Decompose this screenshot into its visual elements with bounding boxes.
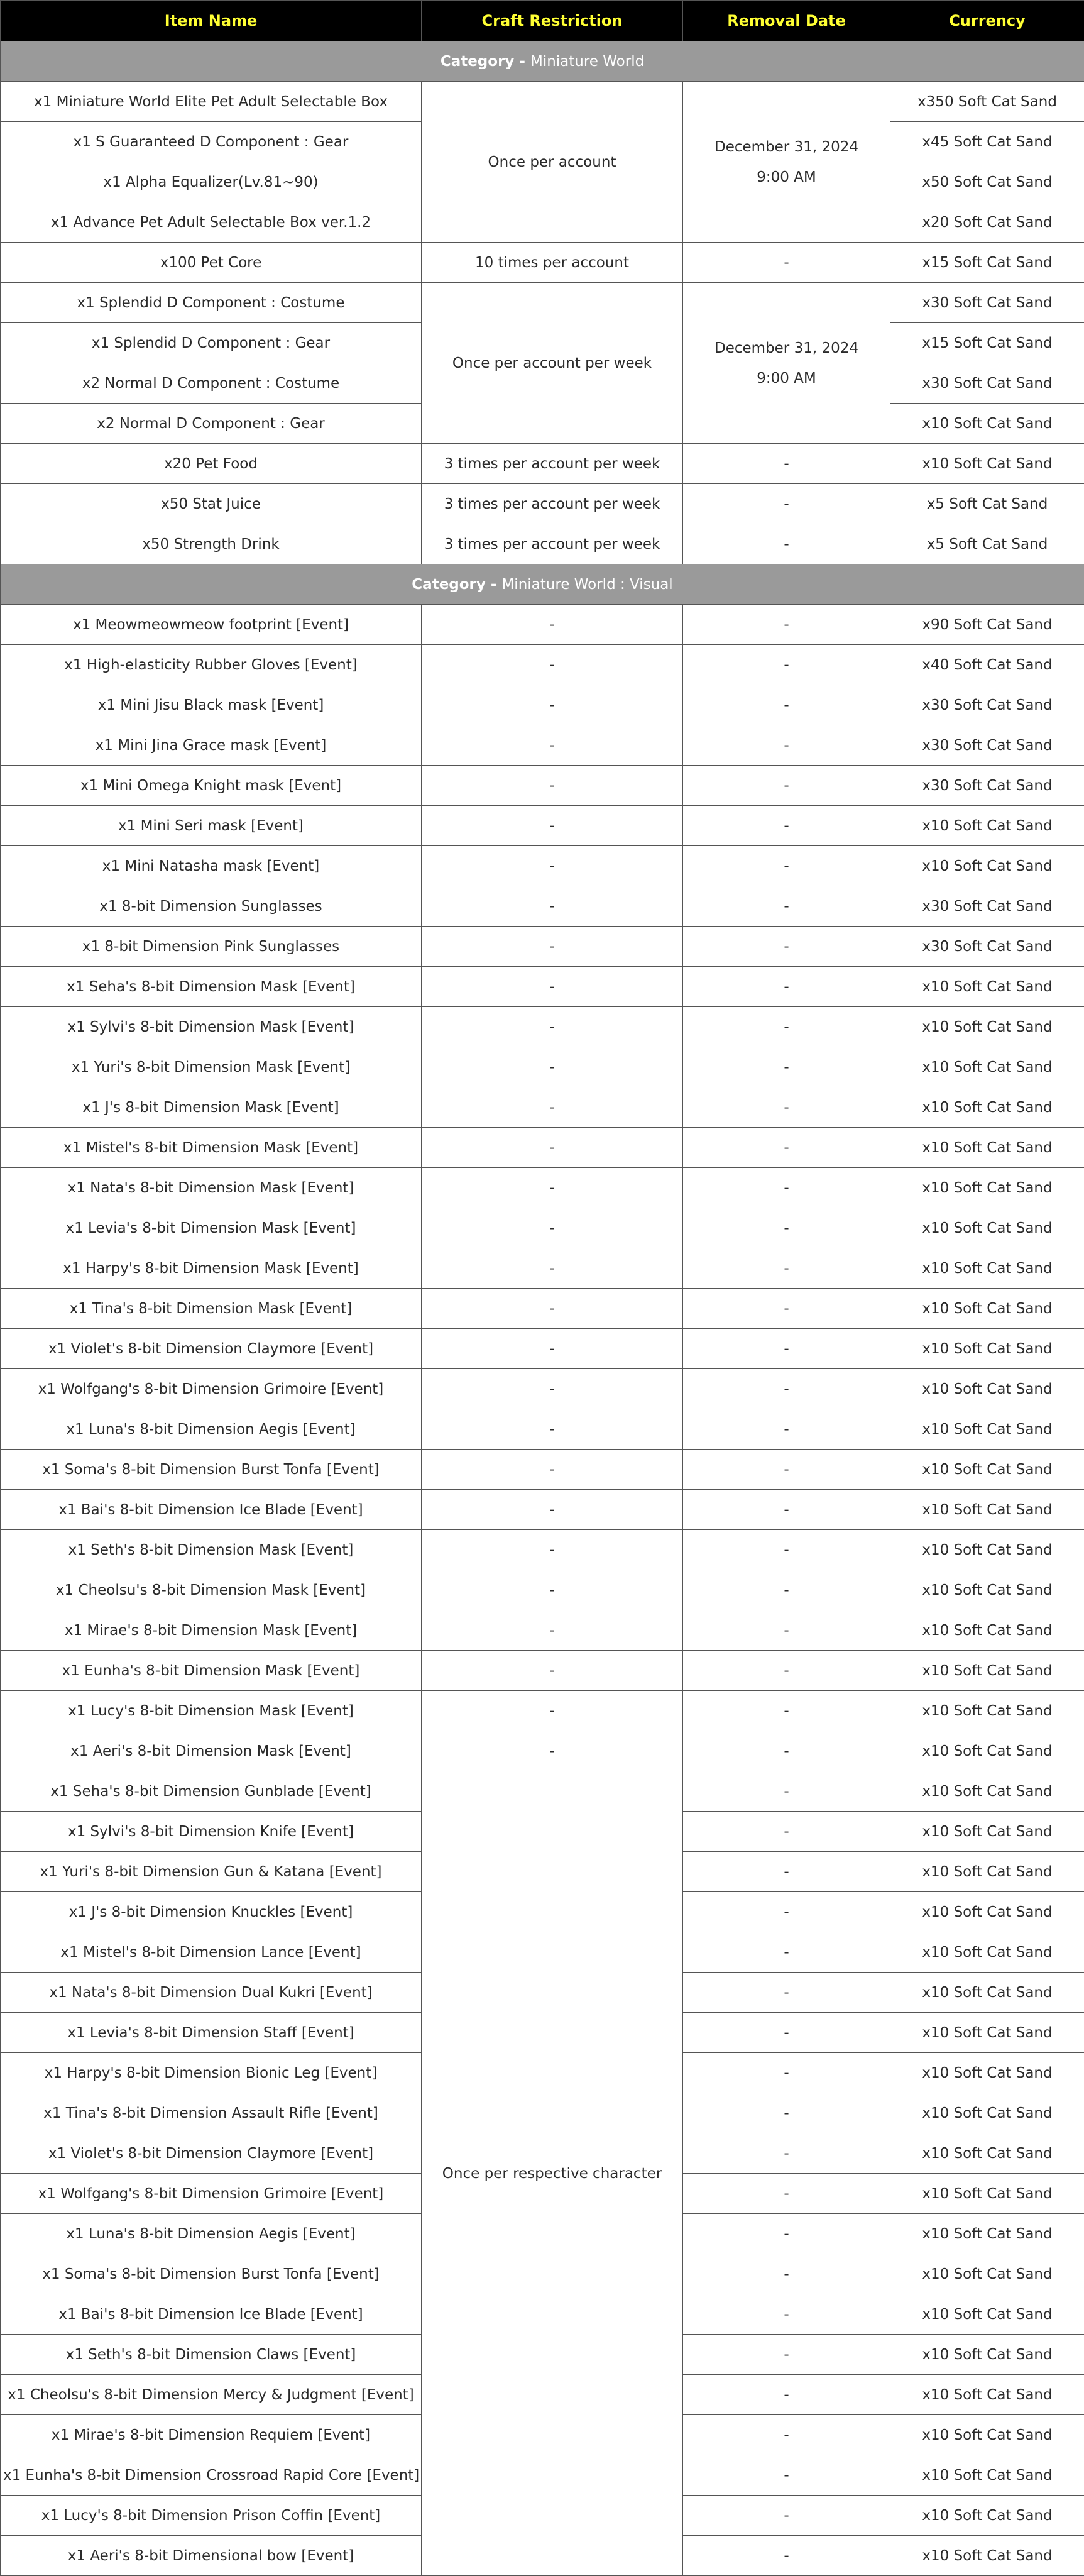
item-name-cell: x1 Mini Omega Knight mask [Event] [1,766,422,806]
removal-date-cell: - [683,605,890,645]
removal-date-cell: - [683,2335,890,2375]
item-name-cell: x1 Soma's 8-bit Dimension Burst Tonfa [Event] [1,2254,422,2294]
item-name-cell: x1 Violet's 8-bit Dimension Claymore [Event] [1,2133,422,2174]
removal-date-cell: - [683,1248,890,1289]
currency-cell: x10 Soft Cat Sand [890,1892,1084,1932]
removal-date-cell: - [683,927,890,967]
header-row [1,1,1084,41]
item-name-cell: x1 Levia's 8-bit Dimension Staff [Event] [1,2013,422,2053]
removal-date-cell: - [683,2415,890,2455]
currency-cell: x10 Soft Cat Sand [890,1691,1084,1731]
item-name-cell: x1 Harpy's 8-bit Dimension Bionic Leg [Event] [1,2053,422,2093]
currency-cell: x10 Soft Cat Sand [890,444,1084,484]
currency-cell: x10 Soft Cat Sand [890,1007,1084,1047]
table-row [1,1047,1084,1087]
removal-date-cell: - [683,1610,890,1651]
header-item-name: Item Name [1,1,422,41]
currency-cell: x5 Soft Cat Sand [890,524,1084,564]
craft-restriction-cell: - [422,1409,683,1450]
currency-cell: x10 Soft Cat Sand [890,1208,1084,1248]
removal-date-cell: - [683,645,890,685]
removal-date: December 31, 2024 [686,333,887,363]
table-row [1,1289,1084,1329]
table-row [1,444,1084,484]
item-name-cell: x100 Pet Core [1,243,422,283]
removal-date-cell: - [683,1490,890,1530]
currency-cell: x10 Soft Cat Sand [890,1128,1084,1168]
category-row [1,41,1084,82]
removal-date-cell: - [683,1530,890,1570]
removal-date-cell: - [683,1651,890,1691]
craft-restriction-cell: - [422,1208,683,1248]
table-row [1,806,1084,846]
item-name-cell: x1 Splendid D Component : Gear [1,323,422,363]
table-row [1,1731,1084,1771]
table-row [1,1570,1084,1610]
item-name-cell: x1 Advance Pet Adult Selectable Box ver.1.2 [1,202,422,243]
table-row [1,1208,1084,1248]
currency-cell: x10 Soft Cat Sand [890,2214,1084,2254]
craft-restriction-cell: 3 times per account per week [422,524,683,564]
table-row [1,1651,1084,1691]
item-name-cell: x1 Bai's 8-bit Dimension Ice Blade [Event] [1,2294,422,2335]
item-name-cell: x1 Harpy's 8-bit Dimension Mask [Event] [1,1248,422,1289]
removal-date-cell: - [683,967,890,1007]
craft-restriction-cell: - [422,725,683,766]
currency-cell: x10 Soft Cat Sand [890,404,1084,444]
table-row [1,1771,1084,1812]
removal-date-cell: - [683,1087,890,1128]
table-row [1,524,1084,564]
item-name-cell: x1 J's 8-bit Dimension Mask [Event] [1,1087,422,1128]
category-label: Category - [412,576,501,593]
removal-date-cell: - [683,1168,890,1208]
removal-date-cell: - [683,2013,890,2053]
craft-restriction-cell: 10 times per account [422,243,683,283]
removal-date-cell: - [683,685,890,725]
item-name-cell: x1 High-elasticity Rubber Gloves [Event] [1,645,422,685]
craft-restriction-cell: - [422,605,683,645]
currency-cell: x10 Soft Cat Sand [890,1852,1084,1892]
table-row [1,725,1084,766]
item-name-cell: x1 Sylvi's 8-bit Dimension Mask [Event] [1,1007,422,1047]
item-name-cell: x1 Seth's 8-bit Dimension Mask [Event] [1,1530,422,1570]
item-name-cell: x1 Mistel's 8-bit Dimension Lance [Event] [1,1932,422,1973]
item-name-cell: x1 Cheolsu's 8-bit Dimension Mercy & Judgment [Event] [1,2375,422,2415]
currency-cell: x10 Soft Cat Sand [890,1409,1084,1450]
currency-cell: x10 Soft Cat Sand [890,1812,1084,1852]
table-row [1,1530,1084,1570]
currency-cell: x10 Soft Cat Sand [890,1168,1084,1208]
category-name: Miniature World [530,53,644,70]
item-name-cell: x1 Meowmeowmeow footprint [Event] [1,605,422,645]
visual-items-body [1,605,1084,1771]
removal-date: December 31, 2024 [686,132,887,162]
item-name-cell: x20 Pet Food [1,444,422,484]
currency-cell: x10 Soft Cat Sand [890,2335,1084,2375]
removal-date-cell: - [683,1771,890,1812]
table-row [1,967,1084,1007]
category-miniature-world [1,41,1084,82]
item-name-cell: x1 Cheolsu's 8-bit Dimension Mask [Event] [1,1570,422,1610]
craft-restriction-cell: - [422,1450,683,1490]
header-craft-restriction: Craft Restriction [422,1,683,41]
currency-cell: x10 Soft Cat Sand [890,1610,1084,1651]
removal-date-cell: - [683,2053,890,2093]
item-name-cell: x50 Strength Drink [1,524,422,564]
table-row [1,846,1084,886]
craft-restriction-cell: - [422,1047,683,1087]
table-row [1,645,1084,685]
currency-cell: x10 Soft Cat Sand [890,1369,1084,1409]
craft-restriction-cell: - [422,886,683,927]
currency-cell: x20 Soft Cat Sand [890,202,1084,243]
item-name-cell: x1 Luna's 8-bit Dimension Aegis [Event] [1,2214,422,2254]
item-name-cell: x1 Mini Natasha mask [Event] [1,846,422,886]
currency-cell: x30 Soft Cat Sand [890,363,1084,404]
removal-date-cell: - [683,1812,890,1852]
item-name-cell: x1 8-bit Dimension Sunglasses [1,886,422,927]
removal-date-cell: - [683,806,890,846]
currency-cell: x10 Soft Cat Sand [890,2536,1084,2576]
item-name-cell: x1 Lucy's 8-bit Dimension Prison Coffin [Event] [1,2496,422,2536]
category-row [1,564,1084,605]
removal-date-cell: - [683,2294,890,2335]
currency-cell: x50 Soft Cat Sand [890,162,1084,202]
item-name-cell: x1 Nata's 8-bit Dimension Mask [Event] [1,1168,422,1208]
removal-date-cell: - [683,1289,890,1329]
removal-date-cell: - [683,886,890,927]
item-name-cell: x1 Wolfgang's 8-bit Dimension Grimoire [Event] [1,2174,422,2214]
craft-restriction-cell: - [422,1610,683,1651]
item-name-cell: x1 Nata's 8-bit Dimension Dual Kukri [Event] [1,1973,422,2013]
removal-date-cell: - [683,1369,890,1409]
currency-cell: x15 Soft Cat Sand [890,243,1084,283]
category-miniature-world-visual [1,564,1084,605]
item-name-cell: x1 J's 8-bit Dimension Knuckles [Event] [1,1892,422,1932]
item-name-cell: x1 Bai's 8-bit Dimension Ice Blade [Event] [1,1490,422,1530]
currency-cell: x10 Soft Cat Sand [890,2455,1084,2496]
removal-date-cell: - [683,2496,890,2536]
removal-date-cell: - [683,2093,890,2133]
currency-cell: x10 Soft Cat Sand [890,2174,1084,2214]
category-name: Miniature World : Visual [501,576,672,593]
table-row [1,82,1084,122]
item-name-cell: x1 Miniature World Elite Pet Adult Selectable Box [1,82,422,122]
table-row [1,283,1084,323]
craft-restriction-cell: - [422,645,683,685]
table-row [1,1490,1084,1530]
craft-restriction-cell: - [422,1007,683,1047]
item-name-cell: x1 Sylvi's 8-bit Dimension Knife [Event] [1,1812,422,1852]
removal-time: 9:00 AM [686,162,887,192]
removal-date-cell: - [683,484,890,524]
craft-restriction-cell: - [422,967,683,1007]
removal-time: 9:00 AM [686,363,887,394]
currency-cell: x5 Soft Cat Sand [890,484,1084,524]
currency-cell: x30 Soft Cat Sand [890,725,1084,766]
table-row [1,1168,1084,1208]
item-name-cell: x1 Mini Seri mask [Event] [1,806,422,846]
item-name-cell: x1 Soma's 8-bit Dimension Burst Tonfa [Event] [1,1450,422,1490]
currency-cell: x10 Soft Cat Sand [890,2375,1084,2415]
currency-cell: x10 Soft Cat Sand [890,1329,1084,1369]
currency-cell: x30 Soft Cat Sand [890,886,1084,927]
table-row [1,766,1084,806]
item-name-cell: x2 Normal D Component : Gear [1,404,422,444]
item-name-cell: x1 Splendid D Component : Costume [1,283,422,323]
item-name-cell: x50 Stat Juice [1,484,422,524]
table-row [1,484,1084,524]
table-row [1,1691,1084,1731]
currency-cell: x10 Soft Cat Sand [890,1289,1084,1329]
currency-cell: x10 Soft Cat Sand [890,967,1084,1007]
removal-date-cell: - [683,2174,890,2214]
craft-restriction-cell: - [422,1329,683,1369]
removal-date-cell: - [683,2133,890,2174]
currency-cell: x10 Soft Cat Sand [890,1932,1084,1973]
removal-date-cell: - [683,1329,890,1369]
currency-cell: x10 Soft Cat Sand [890,1450,1084,1490]
table-row [1,1369,1084,1409]
currency-cell: x10 Soft Cat Sand [890,1651,1084,1691]
removal-date-cell: - [683,444,890,484]
craft-restriction-cell: 3 times per account per week [422,484,683,524]
currency-cell: x30 Soft Cat Sand [890,685,1084,725]
removal-date-cell: - [683,1852,890,1892]
item-name-cell: x1 Levia's 8-bit Dimension Mask [Event] [1,1208,422,1248]
currency-cell: x40 Soft Cat Sand [890,645,1084,685]
craft-restriction-cell: - [422,927,683,967]
removal-date-cell: - [683,725,890,766]
craft-restriction-cell: - [422,1530,683,1570]
currency-cell: x10 Soft Cat Sand [890,1771,1084,1812]
item-name-cell: x1 Yuri's 8-bit Dimension Gun & Katana [Event] [1,1852,422,1892]
table-row [1,1248,1084,1289]
item-name-cell: x1 Aeri's 8-bit Dimensional bow [Event] [1,2536,422,2576]
table-row [1,1610,1084,1651]
currency-cell: x10 Soft Cat Sand [890,2013,1084,2053]
item-name-cell: x1 Mini Jisu Black mask [Event] [1,685,422,725]
table-body [1,41,1084,605]
removal-date-cell [683,82,890,243]
item-name-cell: x1 Lucy's 8-bit Dimension Mask [Event] [1,1691,422,1731]
removal-date-cell: - [683,2375,890,2415]
craft-restriction-cell: - [422,846,683,886]
removal-date-cell: - [683,766,890,806]
currency-cell: x350 Soft Cat Sand [890,82,1084,122]
table-row [1,1329,1084,1369]
item-name-cell: x1 Tina's 8-bit Dimension Assault Rifle [Event] [1,2093,422,2133]
item-name-cell: x1 S Guaranteed D Component : Gear [1,122,422,162]
craft-restriction-cell: 3 times per account per week [422,444,683,484]
removal-date-cell: - [683,1047,890,1087]
removal-date-cell: - [683,2536,890,2576]
table-row [1,1450,1084,1490]
craft-restriction-cell: Once per account [422,82,683,243]
craft-restriction-cell: - [422,1369,683,1409]
currency-cell: x90 Soft Cat Sand [890,605,1084,645]
craft-restriction-cell: - [422,1128,683,1168]
item-name-cell: x1 Mini Jina Grace mask [Event] [1,725,422,766]
craft-restriction-cell: - [422,1289,683,1329]
currency-cell: x30 Soft Cat Sand [890,927,1084,967]
craft-restriction-cell: - [422,766,683,806]
currency-cell: x10 Soft Cat Sand [890,2294,1084,2335]
craft-restriction-cell: - [422,1570,683,1610]
craft-restriction-cell: - [422,1731,683,1771]
craft-restriction-cell: - [422,1087,683,1128]
craft-restriction-cell: - [422,1691,683,1731]
item-name-cell: x1 Mistel's 8-bit Dimension Mask [Event] [1,1128,422,1168]
currency-cell: x10 Soft Cat Sand [890,2093,1084,2133]
currency-cell: x30 Soft Cat Sand [890,283,1084,323]
craft-restriction-cell: - [422,1651,683,1691]
currency-cell: x10 Soft Cat Sand [890,2053,1084,2093]
table-row [1,886,1084,927]
header-removal-date: Removal Date [683,1,890,41]
craft-restriction-cell: Once per respective character [422,1771,683,2576]
removal-date-cell: - [683,1409,890,1450]
item-name-cell: x1 Mirae's 8-bit Dimension Mask [Event] [1,1610,422,1651]
table-row [1,927,1084,967]
item-name-cell: x1 Seha's 8-bit Dimension Mask [Event] [1,967,422,1007]
table-row [1,1128,1084,1168]
item-name-cell: x1 Seha's 8-bit Dimension Gunblade [Event] [1,1771,422,1812]
removal-date-cell: - [683,1892,890,1932]
removal-date-cell [683,283,890,444]
item-name-cell: x1 Tina's 8-bit Dimension Mask [Event] [1,1289,422,1329]
item-name-cell: x1 Wolfgang's 8-bit Dimension Grimoire [Event] [1,1369,422,1409]
item-name-cell: x1 Aeri's 8-bit Dimension Mask [Event] [1,1731,422,1771]
craft-restriction-cell: - [422,1490,683,1530]
removal-date-cell: - [683,1128,890,1168]
removal-date-cell: - [683,1450,890,1490]
removal-date-cell: - [683,2214,890,2254]
craft-restriction-cell: - [422,685,683,725]
visual-weapons-body [1,1771,1084,2576]
removal-date-cell: - [683,243,890,283]
currency-cell: x10 Soft Cat Sand [890,1570,1084,1610]
removal-date-cell: - [683,846,890,886]
table-row [1,1007,1084,1047]
currency-cell: x10 Soft Cat Sand [890,1087,1084,1128]
removal-date-cell: - [683,524,890,564]
item-name-cell: x1 Eunha's 8-bit Dimension Mask [Event] [1,1651,422,1691]
table-row [1,243,1084,283]
item-name-cell: x1 8-bit Dimension Pink Sunglasses [1,927,422,967]
currency-cell: x45 Soft Cat Sand [890,122,1084,162]
currency-cell: x10 Soft Cat Sand [890,2254,1084,2294]
item-name-cell: x1 Violet's 8-bit Dimension Claymore [Event] [1,1329,422,1369]
removal-date-cell: - [683,1691,890,1731]
header-currency: Currency [890,1,1084,41]
currency-cell: x10 Soft Cat Sand [890,1248,1084,1289]
table-row [1,605,1084,645]
currency-cell: x10 Soft Cat Sand [890,1530,1084,1570]
removal-date-cell: - [683,1973,890,2013]
item-name-cell: x1 Yuri's 8-bit Dimension Mask [Event] [1,1047,422,1087]
item-name-cell: x1 Seth's 8-bit Dimension Claws [Event] [1,2335,422,2375]
item-name-cell: x1 Alpha Equalizer(Lv.81~90) [1,162,422,202]
currency-cell: x10 Soft Cat Sand [890,2133,1084,2174]
removal-date-cell: - [683,1208,890,1248]
removal-date-cell: - [683,1932,890,1973]
currency-cell: x10 Soft Cat Sand [890,2496,1084,2536]
currency-cell: x15 Soft Cat Sand [890,323,1084,363]
table-row [1,685,1084,725]
currency-cell: x10 Soft Cat Sand [890,846,1084,886]
category-label: Category - [441,53,530,70]
removal-date-cell: - [683,1007,890,1047]
currency-cell: x10 Soft Cat Sand [890,1973,1084,2013]
removal-date-cell: - [683,2455,890,2496]
item-name-cell: x2 Normal D Component : Costume [1,363,422,404]
currency-cell: x30 Soft Cat Sand [890,766,1084,806]
currency-cell: x10 Soft Cat Sand [890,2415,1084,2455]
item-name-cell: x1 Luna's 8-bit Dimension Aegis [Event] [1,1409,422,1450]
currency-cell: x10 Soft Cat Sand [890,806,1084,846]
craft-restriction-cell: Once per account per week [422,283,683,444]
table-row [1,1409,1084,1450]
table-row [1,1087,1084,1128]
item-name-cell: x1 Eunha's 8-bit Dimension Crossroad Rapid Core [Event] [1,2455,422,2496]
removal-date-cell: - [683,1731,890,1771]
currency-cell: x10 Soft Cat Sand [890,1490,1084,1530]
craft-restriction-cell: - [422,806,683,846]
currency-cell: x10 Soft Cat Sand [890,1731,1084,1771]
craft-restriction-cell: - [422,1168,683,1208]
removal-date-cell: - [683,2254,890,2294]
item-name-cell: x1 Mirae's 8-bit Dimension Requiem [Event] [1,2415,422,2455]
removal-date-cell: - [683,1570,890,1610]
currency-cell: x10 Soft Cat Sand [890,1047,1084,1087]
craft-restriction-cell: - [422,1248,683,1289]
